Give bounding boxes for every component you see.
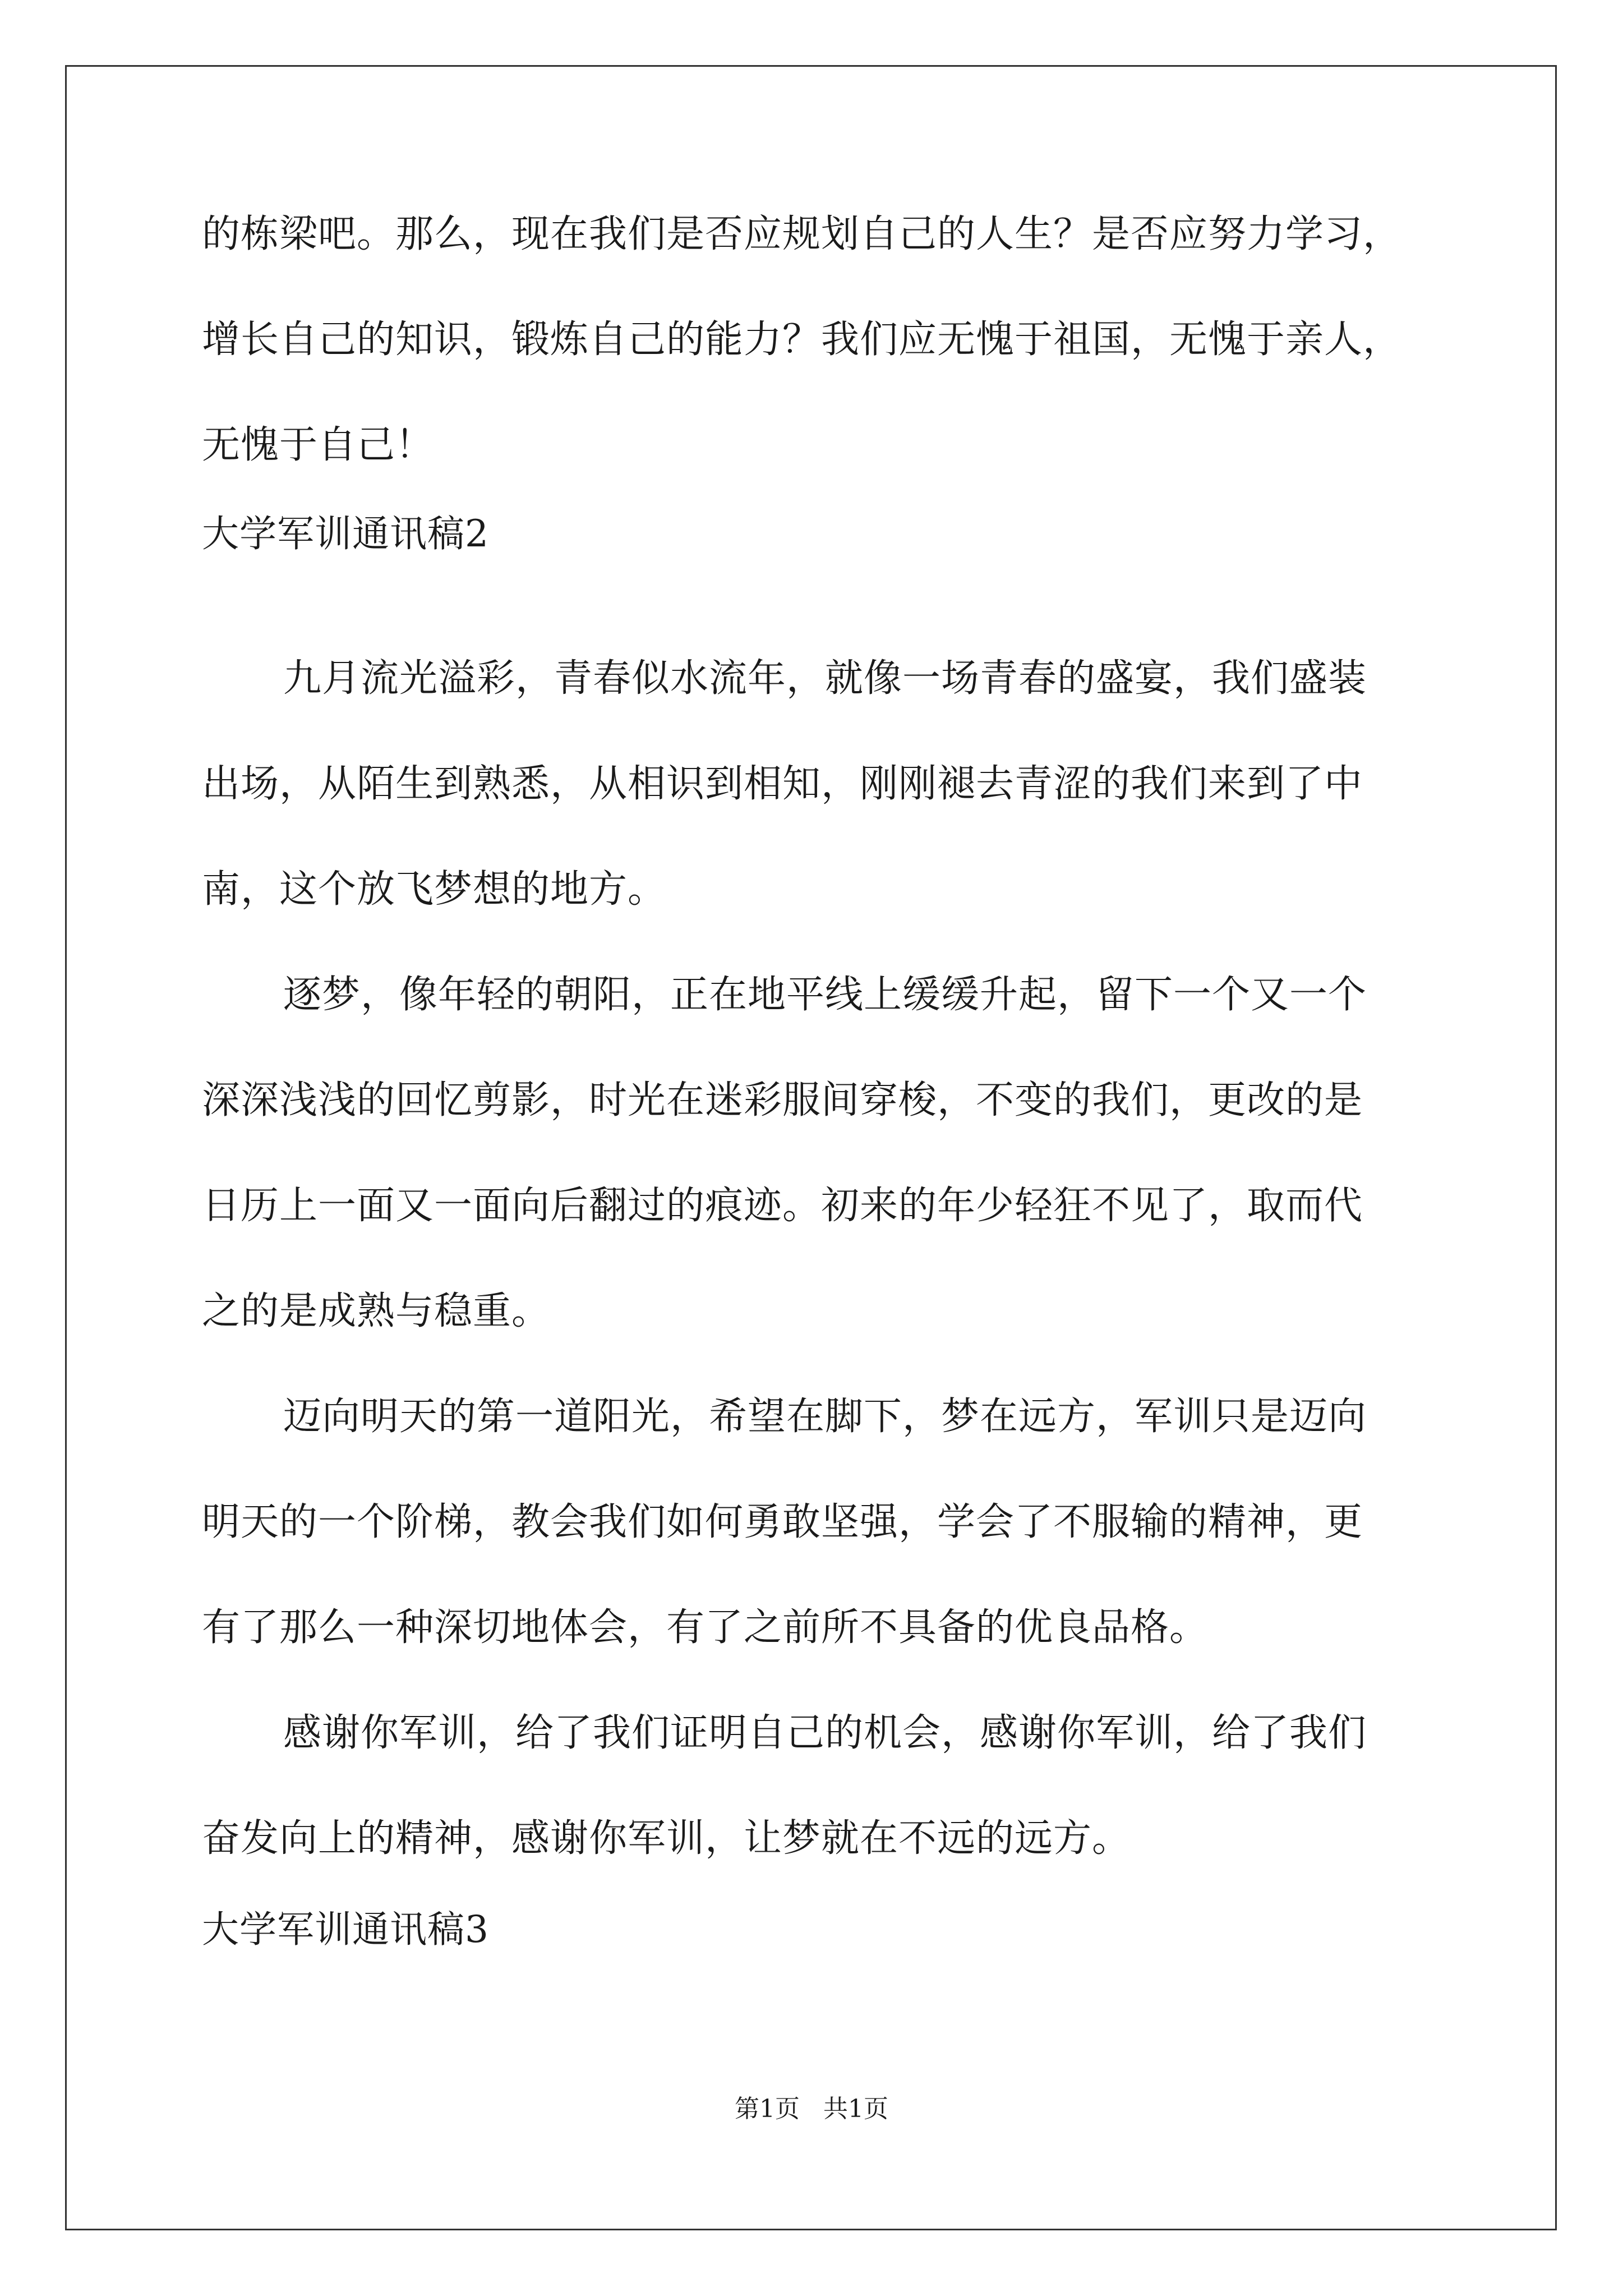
paragraph-line: 明天的一个阶梯，教会我们如何勇敢坚强，学会了不服输的精神，更 [202,1500,1363,1544]
paragraph-line: 感谢你军训，给了我们证明自己的机会，感谢你军训，给了我们 [283,1711,1367,1755]
paragraph-line: 增长自己的知识，锻炼自己的能力？我们应无愧于祖国，无愧于亲人， [202,318,1402,362]
section-heading: 大学军训通讯稿2 [202,512,489,555]
paragraph-line: 奋发向上的精神，感谢你军训，让梦就在不远的远方。 [202,1816,1131,1861]
paragraph-line: 逐梦，像年轻的朝阳，正在地平线上缓缓升起，留下一个又一个 [283,973,1367,1017]
page-footer [0,2093,1623,2125]
paragraph-line: 无愧于自己！ [202,423,435,467]
page-number: 第1页 [735,2095,800,2123]
paragraph-line: 九月流光溢彩，青春似水流年，就像一场青春的盛宴，我们盛装 [283,656,1367,701]
paragraph-line: 出场，从陌生到熟悉，从相识到相知，刚刚褪去青涩的我们来到了中 [202,762,1363,806]
paragraph-line: 日历上一面又一面向后翻过的痕迹。初来的年少轻狂不见了，取而代 [202,1184,1363,1228]
paragraph-line: 之的是成熟与稳重。 [202,1289,551,1333]
section-heading: 大学军训通讯稿3 [202,1908,489,1951]
paragraph-line: 迈向明天的第一道阳光，希望在脚下，梦在远方，军训只是迈向 [283,1395,1367,1439]
paragraph-line: 南，这个放飞梦想的地方。 [202,867,667,912]
paragraph-line: 有了那么一种深切地体会，有了之前所不具备的优良品格。 [202,1605,1209,1650]
paragraph-line: 的栋梁吧。那么，现在我们是否应规划自己的人生？是否应努力学习， [202,212,1402,256]
page-total: 共1页 [823,2095,888,2123]
page-border [65,65,1557,2230]
paragraph-line: 深深浅浅的回忆剪影，时光在迷彩服间穿梭，不变的我们，更改的是 [202,1078,1363,1122]
